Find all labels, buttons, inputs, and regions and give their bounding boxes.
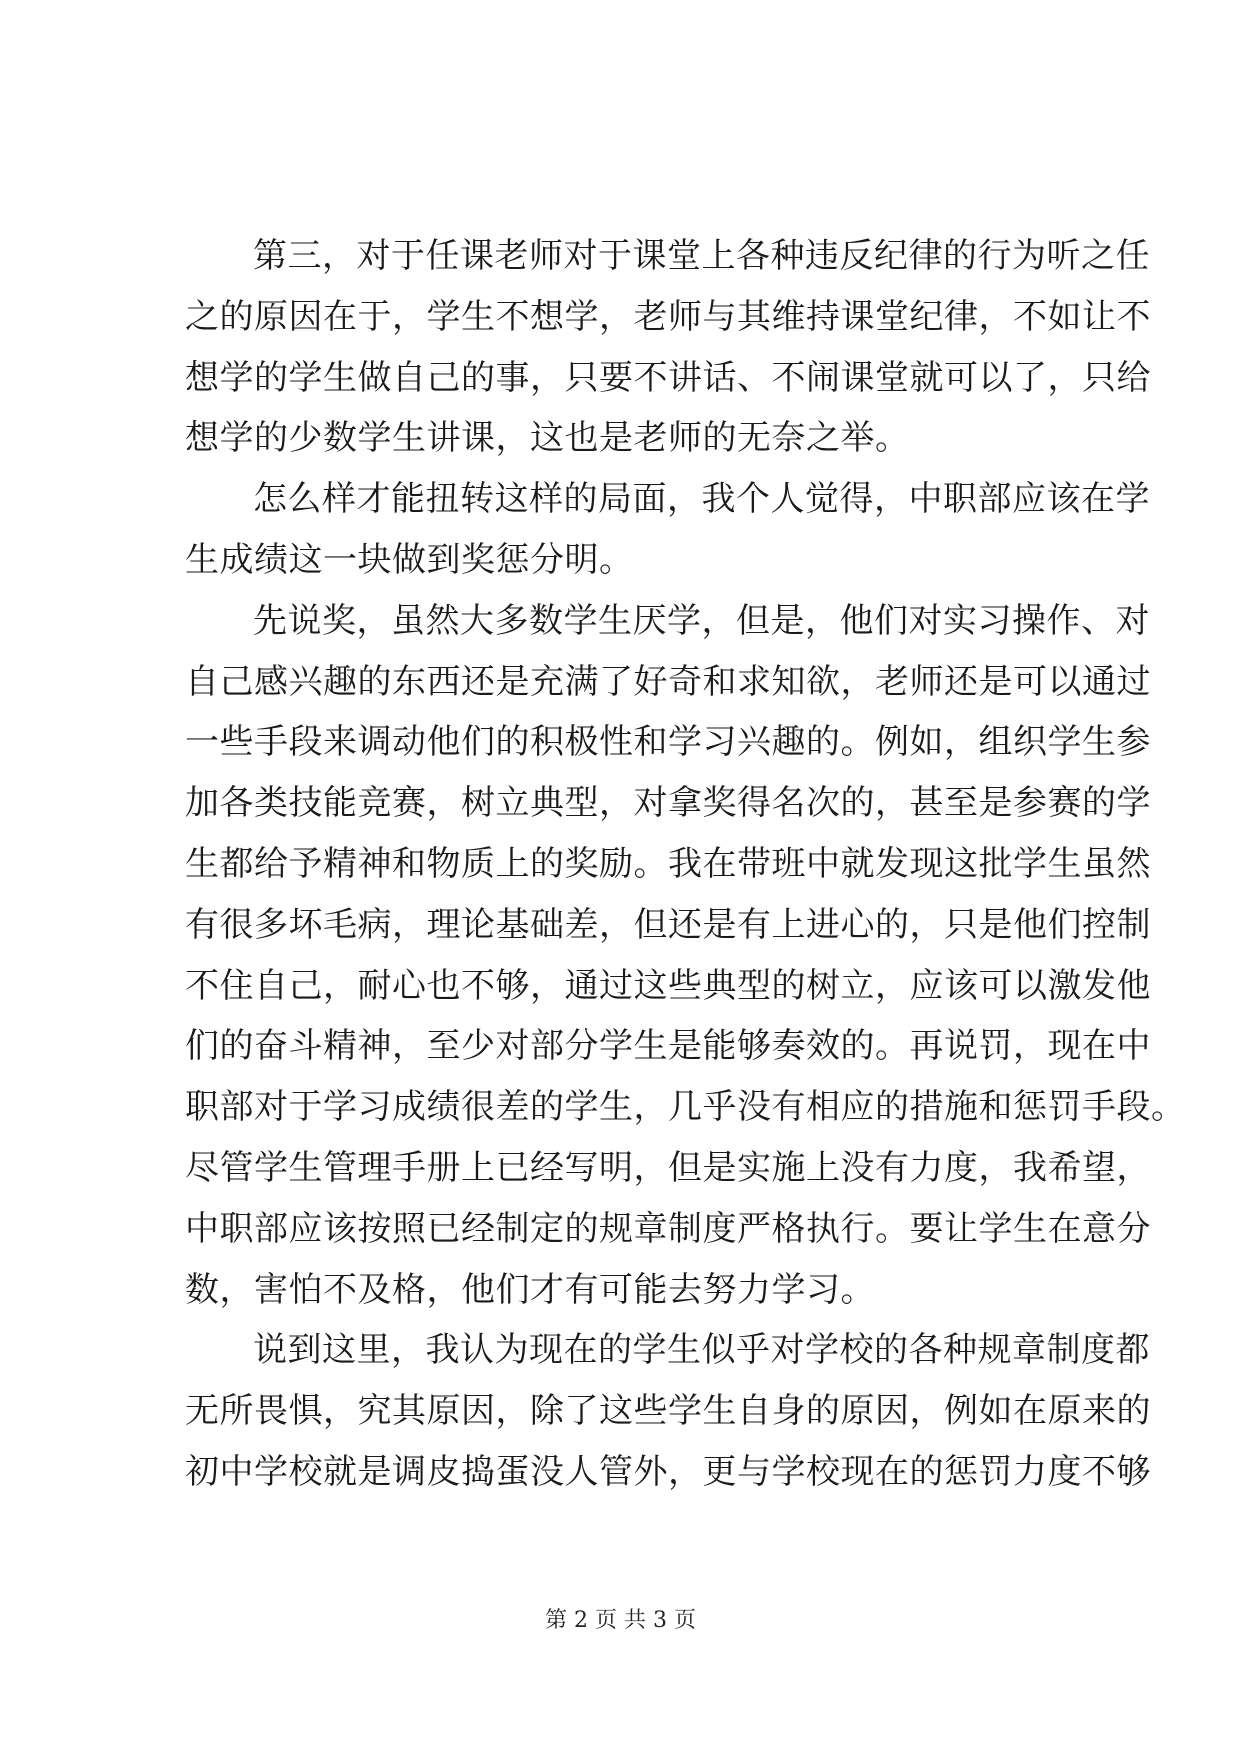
text-line: 初中学校就是调皮捣蛋没人管外，更与学校现在的惩罚力度不够: [185, 1451, 1151, 1492]
text-line: 想学的少数学生讲课，这也是老师的无奈之举。: [185, 418, 910, 459]
text-line: 加各类技能竞赛，树立典型，对拿奖得名次的，甚至是参赛的学: [185, 783, 1151, 824]
text-line: 想学的学生做自己的事，只要不讲话、不闹课堂就可以了，只给: [185, 357, 1151, 398]
text-line: 不住自己，耐心也不够，通过这些典型的树立，应该可以激发他: [185, 965, 1151, 1006]
text-line: 有很多坏毛病，理论基础差，但还是有上进心的，只是他们控制: [185, 904, 1151, 945]
text-line: 第三，对于任课老师对于课堂上各种违反纪律的行为听之任: [253, 236, 1150, 276]
text-line: 怎么样才能扭转这样的局面，我个人觉得，中职部应该在学: [253, 479, 1150, 520]
text-line: 之的原因在于，学生不想学，老师与其维持课堂纪律，不如让不: [185, 296, 1151, 337]
text-line: 尽管学生管理手册上已经写明，但是实施上没有力度，我希望，: [185, 1147, 1151, 1188]
text-line: 数，害怕不及格，他们才有可能去努力学习。: [185, 1269, 875, 1310]
text-line: 说到这里，我认为现在的学生似乎对学校的各种规章制度都: [253, 1330, 1150, 1371]
text-line: 自己感兴趣的东西还是充满了好奇和求知欲，老师还是可以通过: [185, 661, 1151, 702]
text-line: 生都给予精神和物质上的奖励。我在带班中就发现这批学生虽然: [185, 843, 1151, 884]
document-body: [185, 226, 1186, 1503]
text-line: 一些手段来调动他们的积极性和学习兴趣的。例如，组织学生参: [185, 722, 1151, 763]
text-line: 先说奖，虽然大多数学生厌学，但是，他们对实习操作、对: [253, 600, 1150, 641]
text-line: 职部对于学习成绩很差的学生，几乎没有相应的措施和惩罚手段。: [185, 1087, 1186, 1128]
text-line: 们的奋斗精神，至少对部分学生是能够奏效的。再说罚，现在中: [185, 1026, 1151, 1067]
page-number-footer: 第 2 页 共 3 页: [545, 1608, 696, 1633]
text-line: 无所畏惧，究其原因，除了这些学生自身的原因，例如在原来的: [185, 1391, 1151, 1432]
text-line: 生成绩这一块做到奖惩分明。: [185, 539, 634, 580]
text-line: 中职部应该按照已经制定的规章制度严格执行。要让学生在意分: [185, 1208, 1151, 1249]
